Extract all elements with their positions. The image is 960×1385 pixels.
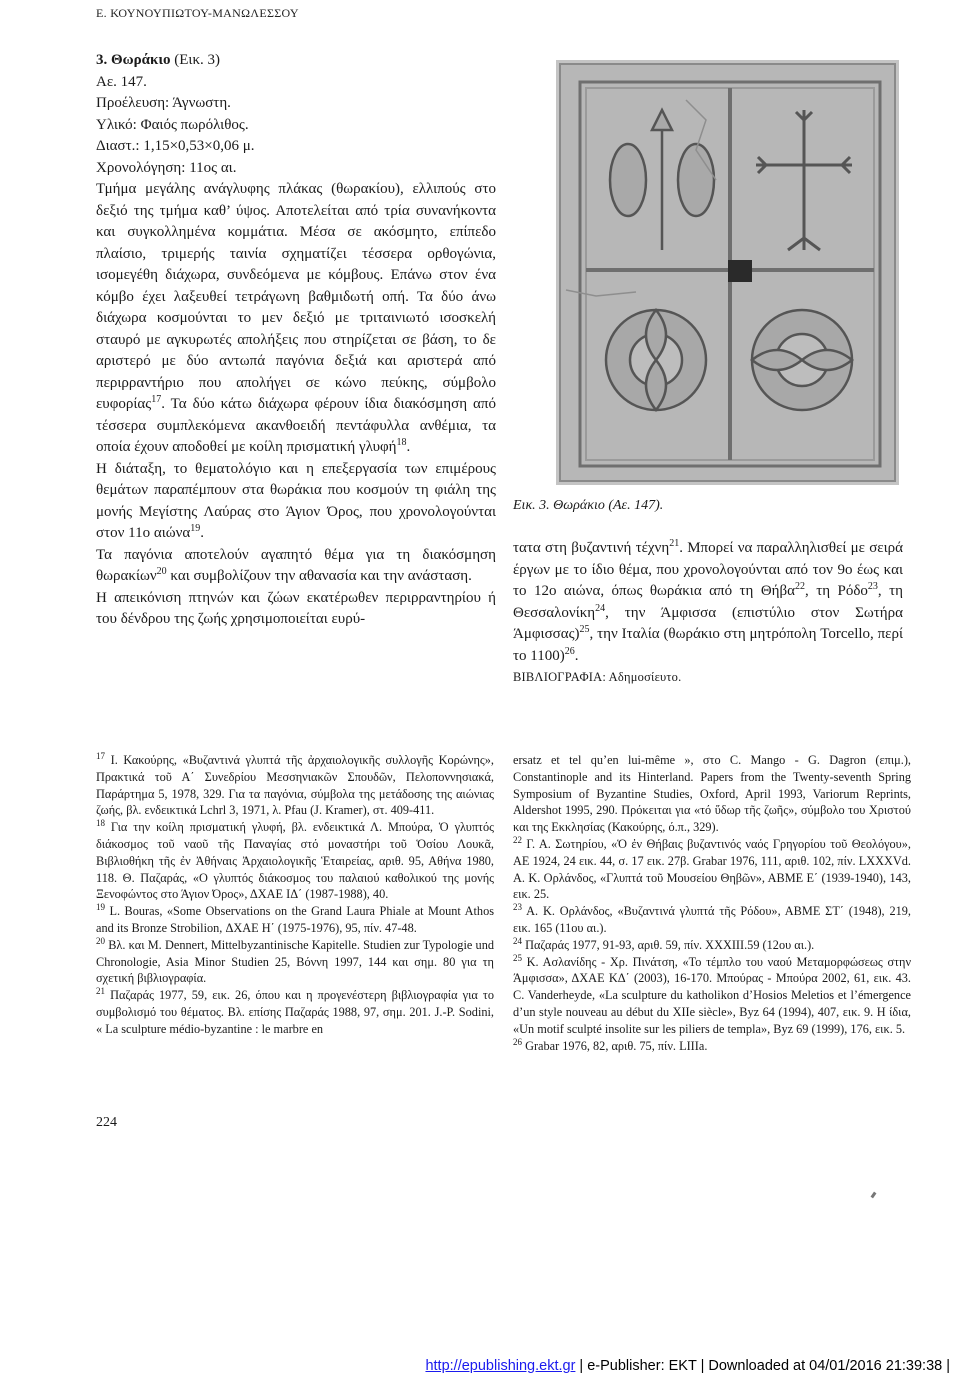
footnote-ref[interactable]: 17 [151, 394, 162, 405]
entry-title-text: 3. Θωράκιο [96, 52, 171, 68]
entry-meta-dimensions: Διαστ.: 1,15×0,53×0,06 μ. [96, 138, 255, 154]
figure-caption: Εικ. 3. Θωράκιο (Αε. 147). [513, 498, 664, 513]
footnote-24: $^{24}$ Παζαράς 1977, 91-93, αριθ. 59, πίν. XXXIII.59 (12ου αι.). [513, 935, 815, 952]
footnote-ref[interactable]: 22 [795, 581, 805, 592]
footnote-25: $^{25}$ Κ. Ασλανίδης - Χρ. Πινάτση, «Το τέμπλο του ναού Μεταμορφώσεως στην Άμφισσα», ΔΧΑΕ ΚΔ΄ (2003), 16-170. Μπούρας - Μπούρα 2002, 61, εικ. 43. C. Vanderheyde, «La sculpture du katholikon d’Hosios Meletios et l’émergence d’un style nouveau au début du XIIe siècle», Byz 64 (1994), 407, εικ. 9. Η ίδια, «Un motif sculpté insolite sur les piliers de templa», Byz 69 (1999), 176, εικ. 5. [513, 952, 911, 1036]
bibliography-line: ΒΙΒΛΙΟΓΡΑΦΙΑ: Αδημοσίευτο. [513, 670, 682, 684]
footnote-ref[interactable]: 18 [396, 437, 407, 448]
entry-title [96, 50, 496, 72]
footnote-number: 18 [96, 818, 105, 829]
footnote-23: $^{23}$ Α. Κ. Ορλάνδος, «Βυζαντινά γλυπτά τῆς Ρόδου», ΑΒΜΕ ΣΤ΄ (1948), 219, εικ. 165 (11ου αι.). [513, 902, 911, 935]
footnote-22: $^{22}$ Γ. Α. Σωτηρίου, «Ὁ ἐν Θήβαις βυζαντινός ναός Γρηγορίου τοῦ Θεολόγου», ΑΕ 1924, 24 εικ. 44, σ. 17 εικ. 27β. Grabar 1976, 111, αριθ. 102, πίν. LXXXVd. Α. Κ. Ορλάνδος, «Γλυπτά τοῦ Μουσείου Θηβῶν», ΑΒΜΕ Ε΄ (1939-1940), 143, εικ. 25. [513, 834, 911, 902]
footnote-number: 23 [513, 902, 522, 913]
footnote-ref[interactable]: 21 [669, 538, 680, 549]
footnote-17: $^{17}$ Ι. Κακούρης, «Βυζαντινά γλυπτά τῆς ἀρχαιολογικῆς συλλογῆς Κορώνης», Πρακτικά τοῦ Α΄ Συνεδρίου Μεσσηνιακῶν Σπουδῶν, Πελοποννησιακά, Παράρτημα 5, 1978, 329. Για τα παγόνια, σύμβολα της μετάδοσης της αιώνιας ζωής, βλ. ενδεικτικά Lchrl 3, 1971, λ. Pfau (J. Kramer), στ. 409-411. [96, 750, 494, 818]
footnote-number: 22 [513, 834, 522, 845]
running-head: Ε. ΚΟΥΝΟΥΠΙΩΤΟΥ-ΜΑΝΩΛΕΣΣΟΥ [96, 6, 299, 20]
entry-meta-material: Υλικό: Φαιός πωρόλιθος. [96, 116, 249, 133]
footnotes-left-column [96, 752, 494, 1038]
footnote-20: $^{20}$ Βλ. και M. Dennert, Mittelbyzantinische Kapitelle. Studien zur Typologie und Chronologie, Asia Minor Studien 25, Βόννη 1997, 144 και σημ. 80 για τη σχετική βιβλιογραφία. [96, 935, 494, 986]
footnote-number: 20 [96, 935, 105, 946]
entry-left-column [96, 50, 496, 631]
relief-slab-illustration [556, 60, 899, 485]
entry-paragraph-description: Τμήμα μεγάλης ανάγλυφης πλάκας (θωρακίου), ελλιπούς στο δεξιό της τμήμα καθ’ ύψος. Αποτελείται από τρία συνανήκοντα και συγκολλημένα κομμάτια. Μέσα σε ακόσμητο, επίπεδο πλαίσιο, τριμερής ταινία σχηματίζει τέσσερα ορθογώνια, ισομεγέθη διάχωρα, συνδεόμενα με κόμβους. Επάνω στον ένα κόμβο έχει λαξευθεί τετράγωνη βαθμιδωτή οπή. Τα δύο άνω διάχωρα κοσμούνται το μεν δεξιό με τριταινιωτό ισοσκελή σταυρό με αγκυρωτές απολήξεις που στηρίζεται σε βάση, το δε αριστερό με δύο αντωπά παγόνια δεξιά και αριστερά από περιρραντήριο που απολήγει σε κώνο πεύκης, σύμβολο ευφορίας$^{17}$. Τα δύο κάτω διάχωρα φέρουν ίδια διακόσμηση από τέσσερα συμπλεκόμενα ακανθοειδή πεντάφυλλα ανθέμια, τα οποία έχουν αποδοθεί με κοίλη πρισματική γλυφή$^{18}$. [96, 181, 496, 455]
entry-meta-inventory: Αε. 147. [96, 73, 147, 90]
page-number: 224 [96, 1115, 117, 1130]
entry-paragraph-iconography: Η απεικόνιση πτηνών και ζώων εκατέρωθεν περιρραντηρίου ή του δένδρου της ζωής χρησιμοποιείται ευρύ- [96, 589, 496, 627]
footnote-18: $^{18}$ Για την κοίλη πρισματική γλυφή, βλ. ενδεικτικά Λ. Μπούρα, Ὁ γλυπτός διάκοσμος τοῦ ναοῦ τῆς Παναγίας στό μοναστήρι τοῦ Ὁσίου Λουκᾶ, Βιβλιοθήκη τῆς ἐν Ἀθήναις Ἀρχαιολογικῆς Ἑταιρείας, αριθ. 95, Αθήνα 1980, 118. Θ. Παζαράς, «Ο γλυπτός διάκοσμος του παλαιού καθολικού της μονής Ξενοφώντος στο Άγιον Όρος», ΔΧΑΕ ΙΔ΄ (1987-1988), 40. [96, 818, 494, 902]
footnote-number: 19 [96, 902, 105, 913]
publisher-link[interactable]: http://epublishing.ekt.gr [425, 1358, 576, 1374]
scan-mark [871, 1192, 877, 1199]
entry-right-column [513, 538, 903, 689]
footnote-26: $^{26}$ Grabar 1976, 82, αριθ. 75, πίν. LIIIa. [513, 1036, 708, 1053]
footnote-21-continued: ersatz et tel qu’en lui-même », στο C. Mango - G. Dagron (επιμ.), Constantinople and its Hinterland. Papers from the Twenty-seventh Spring Symposium of Byzantine Studies, Oxford, April 1993, Variorum Reprints, Aldershot 1995, 290. Πρόκειται για «τό ὕδωρ τῆς ζωῆς», σύμβολο του Χριστού και της Εκκλησίας (Κακούρης, ό.π., 329). [513, 753, 911, 835]
footnote-19: $^{19}$ L. Bouras, «Some Observations on the Grand Laura Phiale at Mount Athos and its Bronze Strobilion, ΔΧΑΕ Η΄ (1975-1976), 95, πίν. 47-48. [96, 902, 494, 935]
footnote-ref[interactable]: 26 [564, 645, 575, 657]
footnote-ref[interactable]: 19 [190, 523, 201, 534]
footnote-21: $^{21}$ Παζαράς 1977, 59, εικ. 26, όπου και η προγενέστερη βιβλιογραφία για το συμβολισμό του θέματος. Βλ. επίσης Παζαράς 1988, 97, σημ. 201. J.-P. Sodini, « La sculpture médio-byzantine : le marbre en [96, 986, 494, 1036]
footnote-ref[interactable]: 25 [579, 624, 590, 635]
entry-paragraph-comparison: Η διάταξη, το θεματολόγιο και η επεξεργασία των επιμέρους θεμάτων παραπέμπουν στα θωράκια που κοσμούν τη φιάλη της μονής Μεγίστης Λαύρας στο Άγιον Όρος, που χρονολογούνται στον 11ο αιώνα$^{19}$. [96, 460, 496, 541]
entry-meta-date: Χρονολόγηση: 11ος αι. [96, 159, 237, 176]
footnote-number: 26 [513, 1036, 522, 1047]
figure-photo-thorakio [556, 60, 899, 485]
footnote-number: 24 [513, 935, 522, 946]
footnote-ref[interactable]: 24 [595, 602, 606, 614]
footer-info: | e-Publisher: EKT | Downloaded at 04/01/2016 21:39:38 | [575, 1358, 950, 1374]
footnote-number: 25 [513, 952, 522, 963]
footnote-number: 17 [96, 750, 105, 761]
footnote-ref[interactable]: 20 [156, 566, 167, 577]
footnote-ref[interactable]: 23 [867, 581, 878, 592]
entry-paragraph-parallels: τατα στη βυζαντινή τέχνη$^{21}$. Μπορεί να παραλληλισθεί με σειρά έργων με το ίδιο θέμα, που χρονολογούνται από τον 9ο έως και το 12ο αιώνα, όπως θωράκια από τη Θήβα$^{22}$, τη Ρόδο$^{23}$, τη Θεσσαλονίκη$^{24}$, την Άμφισσα (επιστύλιο στον Σωτήρα Άμφισσας)$^{25}$, την Ιταλία (θωράκιο στη μητρόπολη Torcello, περί το 1100)$^{26}$. [513, 538, 903, 664]
footnote-number: 21 [96, 986, 105, 997]
entry-title-ref: (Εικ. 3) [174, 52, 221, 68]
entry-paragraph-peacocks: Τα παγόνια αποτελούν αγαπητό θέμα για τη διακόσμηση θωρακίων$^{20}$ και συμβολίζουν την αθανασία και την ανάσταση. [96, 546, 496, 584]
download-footer [425, 1358, 950, 1374]
entry-meta-provenance: Προέλευση: Άγνωστη. [96, 95, 231, 111]
footnotes-right-column [513, 752, 911, 1054]
